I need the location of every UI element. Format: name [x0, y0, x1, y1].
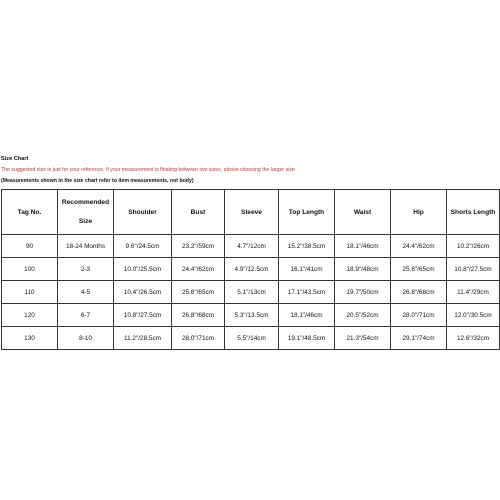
cell-tag-no: 120	[2, 304, 58, 327]
cell-waist: 21.3"/54cm	[335, 327, 391, 350]
header-waist: Waist	[335, 190, 391, 235]
header-shorts-length: Shorts Length	[447, 190, 500, 235]
cell-bust: 23.2"/59cm	[172, 235, 225, 258]
cell-recommended-size: 8-10	[58, 327, 114, 350]
cell-recommended-size: 2-3	[58, 258, 114, 281]
cell-bust: 25.6"/65cm	[172, 281, 225, 304]
cell-sleeve: 4.9"/12.5cm	[225, 258, 279, 281]
cell-waist: 18.9"/48cm	[335, 258, 391, 281]
cell-shoulder: 9.6"/24.5cm	[114, 235, 172, 258]
header-sleeve: Sleeve	[225, 190, 279, 235]
table-row	[2, 304, 500, 327]
cell-tag-no: 100	[2, 258, 58, 281]
size-suggestion-text: The suggested size is just for your reference. If your measurement is floating between two sizes, advise choosing the larger size	[1, 167, 295, 173]
measurement-note: (Measurements shown in the size chart refer to item measurements, not body)	[1, 178, 194, 184]
size-table	[1, 189, 500, 350]
header-tag-no: Tag No.	[2, 190, 58, 235]
table-row	[2, 327, 500, 350]
header-top-length: Top Length	[279, 190, 335, 235]
cell-shoulder: 10.0"/25.5cm	[114, 258, 172, 281]
cell-bust: 28.0"/71cm	[172, 327, 225, 350]
header-hip: Hip	[391, 190, 447, 235]
cell-shoulder: 10.8"/27.5cm	[114, 304, 172, 327]
cell-shorts-length: 10.2"/26cm	[447, 235, 500, 258]
cell-sleeve: 5.1"/13cm	[225, 281, 279, 304]
header-shoulder: Shoulder	[114, 190, 172, 235]
cell-shoulder: 10.4"/26.5cm	[114, 281, 172, 304]
cell-shorts-length: 11.4"/29cm	[447, 281, 500, 304]
cell-tag-no: 110	[2, 281, 58, 304]
cell-tag-no: 90	[2, 235, 58, 258]
cell-recommended-size: 18-24 Months	[58, 235, 114, 258]
cell-hip: 29.1"/74cm	[391, 327, 447, 350]
cell-shorts-length: 12.0"/30.5cm	[447, 304, 500, 327]
table-row	[2, 281, 500, 304]
cell-recommended-size: 4-5	[58, 281, 114, 304]
table-header-row	[2, 190, 500, 235]
cell-waist: 19.7"/50cm	[335, 281, 391, 304]
cell-waist: 18.1"/46cm	[335, 235, 391, 258]
cell-top-length: 18.1"/46cm	[279, 304, 335, 327]
table-row	[2, 235, 500, 258]
cell-top-length: 15.2"/38.5cm	[279, 235, 335, 258]
header-recommended-size	[58, 190, 114, 235]
header-recommended-label: Recommended	[61, 199, 110, 206]
cell-shoulder: 11.2"/28.5cm	[114, 327, 172, 350]
header-size-label: Size	[78, 218, 93, 225]
size-chart-title: Size Chart	[1, 156, 29, 162]
cell-sleeve: 5.5"/14cm	[225, 327, 279, 350]
cell-sleeve: 4.7"/12cm	[225, 235, 279, 258]
cell-shorts-length: 12.6"/32cm	[447, 327, 500, 350]
cell-top-length: 19.1"/48.5cm	[279, 327, 335, 350]
cell-hip: 28.0"/71cm	[391, 304, 447, 327]
table-row	[2, 258, 500, 281]
cell-hip: 25.6"/65cm	[391, 258, 447, 281]
cell-tag-no: 130	[2, 327, 58, 350]
header-bust: Bust	[172, 190, 225, 235]
cell-top-length: 16.1"/41cm	[279, 258, 335, 281]
cell-bust: 24.4"/62cm	[172, 258, 225, 281]
cell-bust: 26.8"/68cm	[172, 304, 225, 327]
cell-hip: 26.8"/68cm	[391, 281, 447, 304]
cell-recommended-size: 6-7	[58, 304, 114, 327]
cell-waist: 20.5"/52cm	[335, 304, 391, 327]
cell-shorts-length: 10.8"/27.5cm	[447, 258, 500, 281]
cell-hip: 24.4"/62cm	[391, 235, 447, 258]
cell-top-length: 17.1"/43.5cm	[279, 281, 335, 304]
cell-sleeve: 5.3"/13.5cm	[225, 304, 279, 327]
